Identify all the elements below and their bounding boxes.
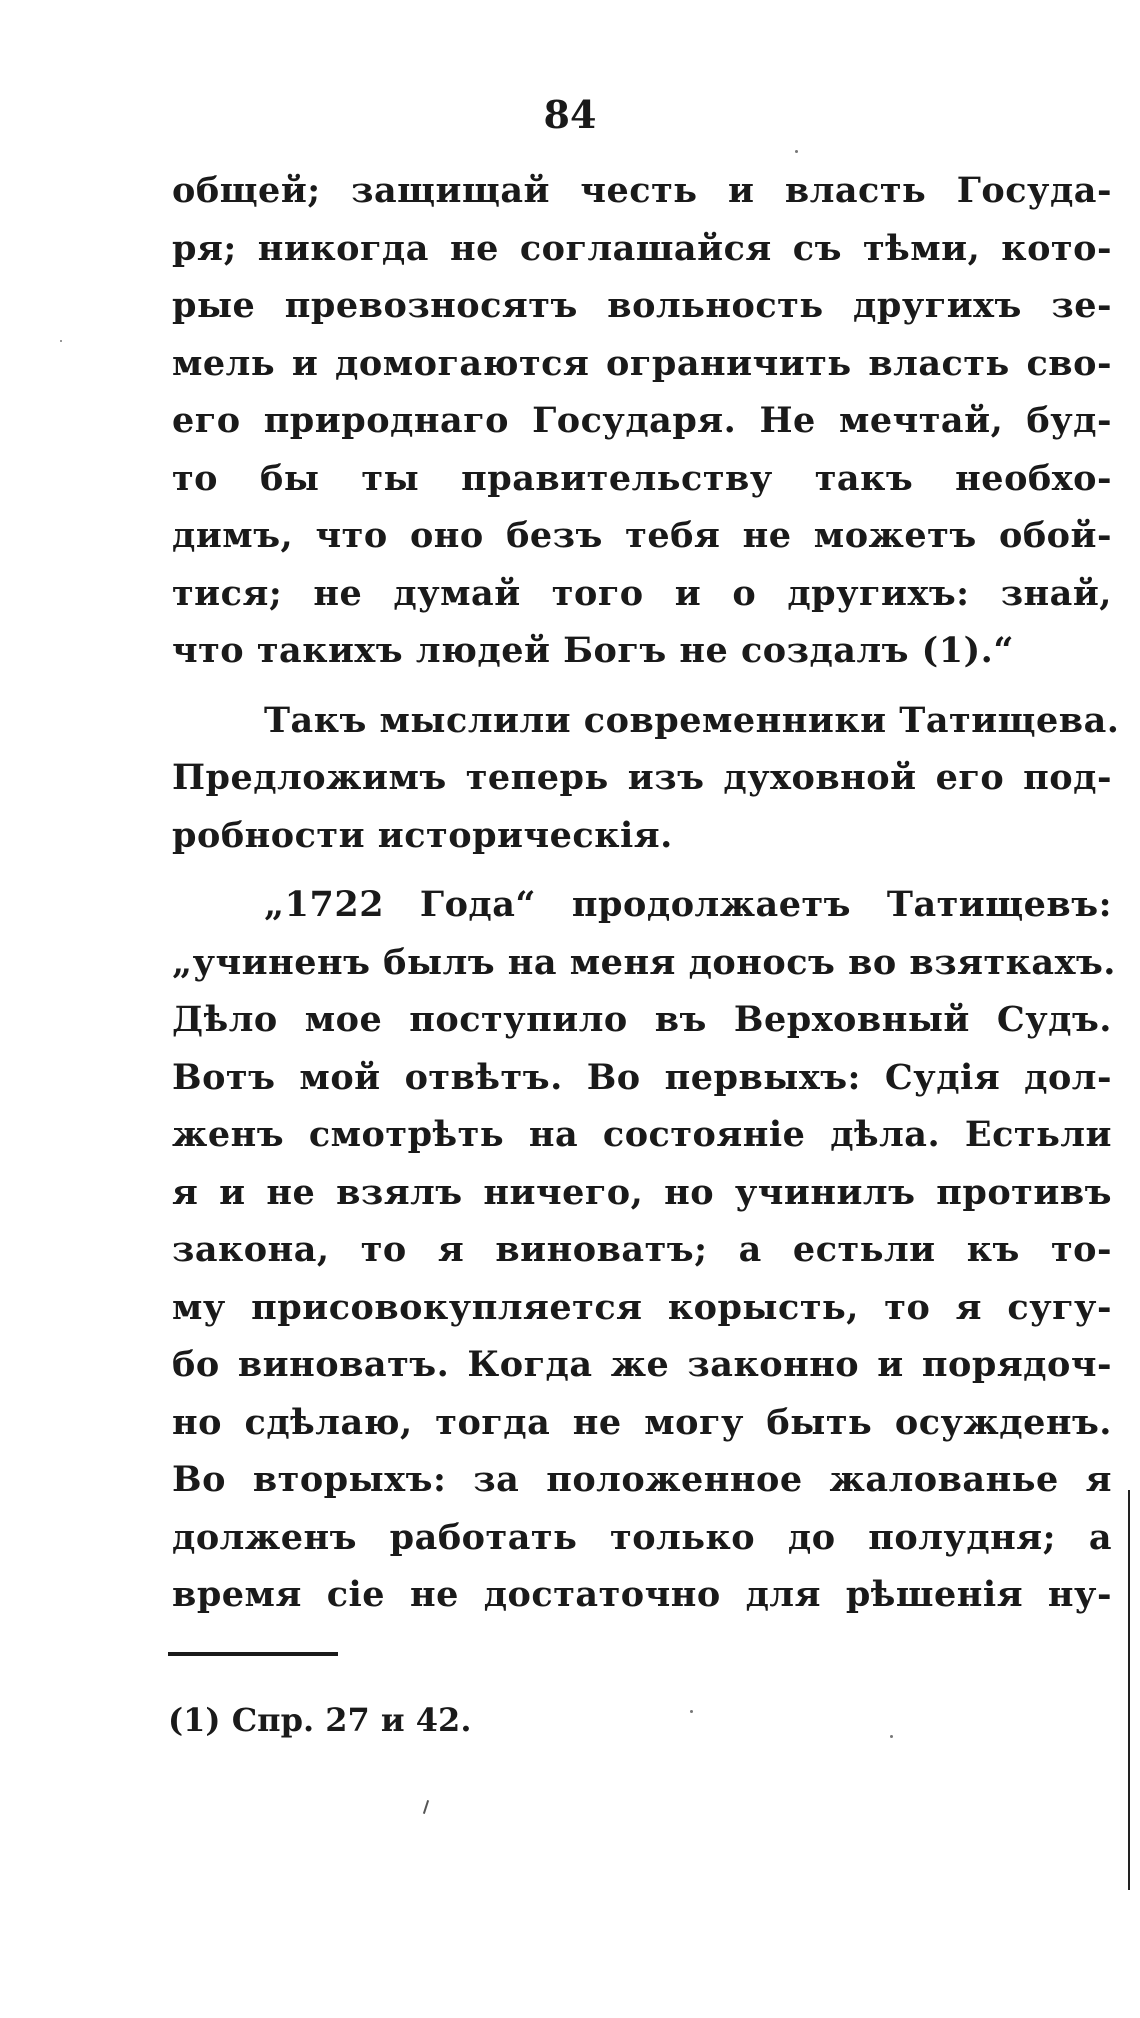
print-speck — [890, 1735, 893, 1738]
print-speck — [795, 150, 798, 153]
text-line: закона, то я виноватъ; а естьли къ то- — [172, 1229, 1112, 1270]
page-number: 84 — [543, 92, 597, 137]
text-line: мель и домогаются ограничить власть сво- — [172, 342, 1112, 384]
text-line: робности историческія. — [172, 814, 673, 856]
text-line: Во вторыхъ: за положенное жалованье я — [172, 1459, 1112, 1500]
text-line: общей; защищай честь и власть Госуда- — [172, 170, 1112, 211]
body-text — [172, 162, 1120, 1624]
text-line: женъ смотрѣть на состояніе дѣла. Естьли — [172, 1114, 1112, 1155]
text-line: Такъ мыслили современники Татищева. — [264, 699, 1120, 741]
text-line: долженъ работать только до полудня; а — [172, 1516, 1112, 1558]
text-line: Вотъ мой отвѣтъ. Во первыхъ: Судія дол- — [172, 1056, 1112, 1098]
text-line: но сдѣлаю, тогда не могу быть осужденъ. — [172, 1401, 1112, 1443]
page-edge — [1128, 1490, 1130, 1890]
text-line: тися; не думай того и о другихъ: знай, — [172, 572, 1112, 614]
print-speck — [60, 340, 62, 342]
print-mark — [423, 1800, 429, 1814]
text-line: ря; никогда не соглашайся съ тѣми, кото- — [172, 227, 1112, 269]
footnote: (1) Спр. 27 и 42. — [168, 1701, 472, 1739]
text-line: димъ, что оно безъ тебя не можетъ обой- — [172, 515, 1112, 556]
text-line: время сіе не достаточно для рѣшенія ну- — [172, 1574, 1112, 1615]
print-speck — [690, 1710, 693, 1713]
text-line: его природнаго Государя. Не мечтай, буд- — [172, 400, 1112, 441]
text-line: Дѣло мое поступило въ Верховный Судъ. — [172, 999, 1112, 1040]
text-line: му присовокупляется корысть, то я сугу- — [172, 1286, 1112, 1328]
text-line: „учиненъ былъ на меня доносъ во взяткахъ. — [172, 941, 1116, 983]
text-line: „1722 Года“ продолжаетъ Татищевъ: — [264, 884, 1112, 925]
text-line: я и не взялъ ничего, но учинилъ противъ — [172, 1171, 1112, 1213]
footnote-rule — [168, 1652, 338, 1656]
text-line: рые превозносятъ вольность другихъ зе- — [172, 285, 1112, 326]
text-line: то бы ты правительству такъ необхо- — [172, 457, 1112, 499]
text-line: Предложимъ теперь изъ духовной его под- — [172, 757, 1112, 798]
text-line: бо виноватъ. Когда же законно и порядоч- — [172, 1344, 1112, 1385]
text-line: что такихъ людей Богъ не создалъ (1).“ — [172, 630, 1014, 671]
